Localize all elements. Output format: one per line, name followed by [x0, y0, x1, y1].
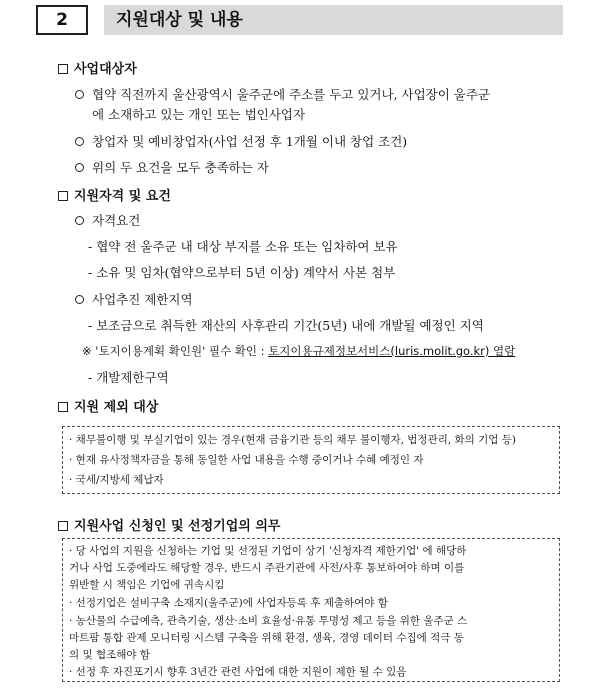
square-bullet-icon [58, 64, 68, 74]
req-title [75, 211, 140, 229]
duty-line-1: · 당 사업의 지원을 신청하는 기업 및 선정된 기업이 상기 '신청자격 제한기업' 에 해당하 [69, 545, 467, 557]
limit-item-2: - 개발제한구역 [88, 370, 169, 385]
square-bullet-icon [58, 521, 68, 531]
land-use-note [82, 343, 515, 359]
req-title-text: 자격요건 [92, 213, 141, 228]
note-prefix: ※ '토지이용계획 확인원' 필수 확인 : [82, 344, 269, 358]
heading-exclusions-label: 지원 제외 대상 [74, 400, 159, 415]
duty-line-4: · 선정기업은 설비구축 소재지(울주군)에 사업자등록 후 제출하여야 함 [69, 597, 388, 609]
limit-title [75, 290, 193, 308]
circle-bullet-icon [75, 295, 84, 304]
duty-line-7: 의 및 협조해야 함 [69, 649, 151, 661]
heading-duties [58, 515, 280, 534]
target-item-1 [75, 85, 490, 103]
target-item-2-text: 창업자 및 예비창업자(사업 선정 후 1개월 이내 창업 조건) [92, 134, 408, 149]
target-item-1-line1: 협약 직전까지 울산광역시 울주군에 주소를 두고 있거나, 사업장이 울주군 [92, 87, 491, 102]
target-item-3-text: 위의 두 요건을 모두 충족하는 자 [92, 160, 269, 175]
square-bullet-icon [58, 191, 68, 201]
exclusion-item-1: · 채무불이행 및 부실기업이 있는 경우(현재 금융기관 등의 채무 불이행자, 법정관리, 화의 기업 등) [69, 434, 517, 446]
duty-line-5: · 농산물의 수급예측, 관측기술, 생산·소비 효율성·유통 투명성 제고 등을 위한 울주군 스 [69, 615, 468, 627]
exclusions-box [62, 426, 560, 494]
heading-duties-label: 지원사업 신청인 및 선정기업의 의무 [74, 519, 281, 534]
exclusion-item-2: · 현재 유사정책자금을 통해 동일한 사업 내용을 수행 중이거나 수혜 예정인 자 [69, 454, 424, 466]
section-title: 지원대상 및 내용 [104, 5, 563, 35]
luris-link[interactable]: 토지이용규제정보서비스(luris.molit.go.kr) 열람 [268, 344, 516, 358]
heading-requirements-label: 지원자격 및 요건 [74, 189, 171, 204]
circle-bullet-icon [75, 163, 84, 172]
req-item-1: - 협약 전 울주군 내 대상 부지를 소유 또는 임차하여 보유 [88, 239, 398, 254]
heading-target [58, 58, 137, 77]
heading-exclusions [58, 396, 158, 415]
circle-bullet-icon [75, 216, 84, 225]
exclusion-item-3: · 국세/지방세 체납자 [69, 474, 164, 486]
target-item-3 [75, 158, 269, 176]
duties-box [62, 538, 560, 682]
duty-line-2: 거나 사업 도중에라도 해당할 경우, 반드시 주관기관에 사전/사후 통보하여야 하며 이를 [69, 562, 465, 574]
limit-item-1: - 보조금으로 취득한 재산의 사후관리 기간(5년) 내에 개발될 예정인 지역 [88, 318, 484, 333]
duty-line-6: 마트팜 통합 관제 모니터링 시스템 구축을 위해 환경, 생육, 경영 데이터 수집에 적극 동 [69, 632, 464, 644]
req-item-2: - 소유 및 임차(협약으로부터 5년 이상) 계약서 사본 첨부 [88, 265, 396, 280]
circle-bullet-icon [75, 90, 84, 99]
duty-line-3: 위반할 시 책임은 기업에 귀속시킴 [69, 579, 225, 591]
target-item-2 [75, 132, 407, 150]
limit-title-text: 사업추진 제한지역 [92, 292, 193, 307]
target-item-1-cont: 에 소재하고 있는 개인 또는 법인사업자 [92, 107, 306, 122]
heading-target-label: 사업대상자 [74, 62, 137, 77]
circle-bullet-icon [75, 137, 84, 146]
duty-line-8: · 선정 후 자진포기시 향후 3년간 관련 사업에 대한 지원이 제한 될 수 있음 [69, 666, 407, 678]
square-bullet-icon [58, 402, 68, 412]
section-number: 2 [36, 5, 88, 35]
heading-requirements [58, 185, 171, 204]
